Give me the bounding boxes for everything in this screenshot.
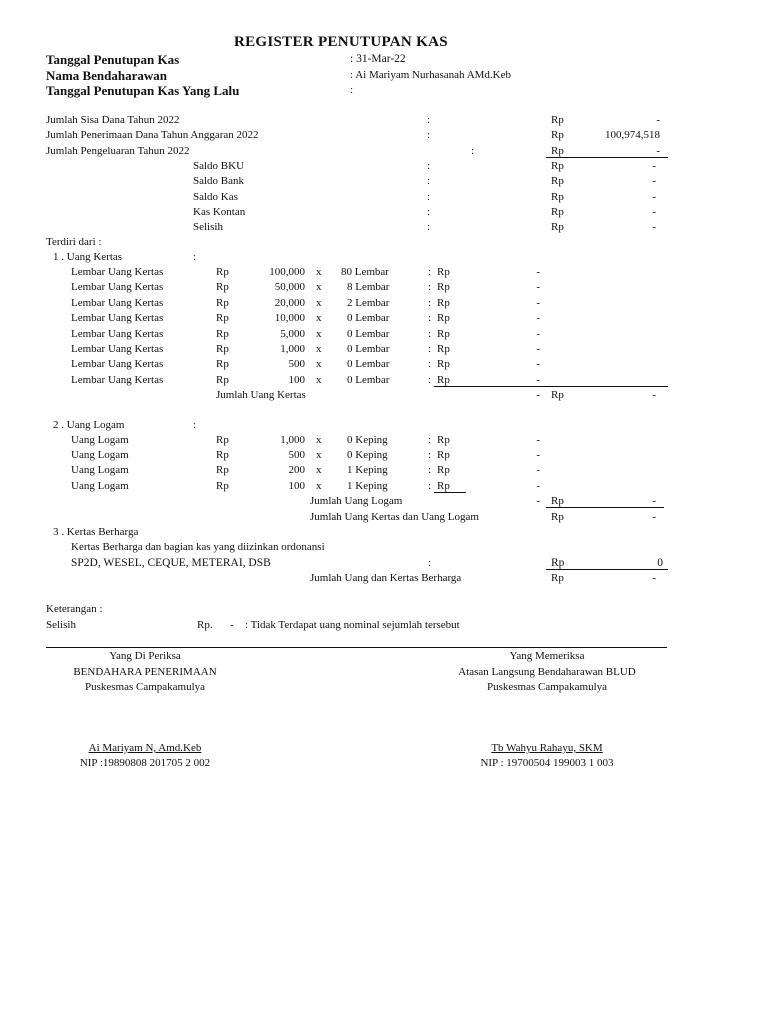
logam-row-colon: : bbox=[428, 449, 432, 461]
logam-row-qty: 1 Keping bbox=[347, 480, 388, 492]
saldo-currency: Rp bbox=[551, 160, 564, 172]
kertas-row-qty: 0 Lembar bbox=[347, 343, 390, 355]
saldo-currency: Rp bbox=[551, 175, 564, 187]
sign-left-position: BENDAHARA PENERIMAAN bbox=[73, 666, 217, 678]
kertas-row-qty: 0 Lembar bbox=[347, 374, 390, 386]
kertas-row-label: Lembar Uang Kertas bbox=[71, 374, 164, 386]
kertas-row-rp: Rp bbox=[216, 312, 229, 324]
logam-row-label: Uang Logam bbox=[71, 464, 129, 476]
kertas-row-total: - bbox=[536, 312, 540, 324]
kertas-berharga-heading: 3 . Kertas Berharga bbox=[53, 526, 139, 538]
sign-right-role: Yang Memeriksa bbox=[509, 650, 585, 662]
logam-row-qty: 0 Keping bbox=[347, 449, 388, 461]
summary-underline bbox=[546, 157, 668, 158]
kertas-row-rp2: Rp bbox=[437, 358, 450, 370]
sign-right-position: Atasan Langsung Bendaharawan BLUD bbox=[458, 666, 636, 678]
saldo-value: - bbox=[652, 175, 656, 187]
kertas-berharga-item-label: SP2D, WESEL, CEQUE, METERAI, DSB bbox=[71, 557, 271, 569]
kertas-row-label: Lembar Uang Kertas bbox=[71, 312, 164, 324]
jumlah-logam-underline bbox=[546, 507, 664, 508]
kertas-row-nominal: 1,000 bbox=[280, 343, 305, 355]
header-value-nama: : Ai Mariyam Nurhasanah AMd.Keb bbox=[350, 69, 511, 81]
kertas-berharga-desc: Kertas Berharga dan bagian kas yang diizinkan ordonansi bbox=[71, 541, 325, 553]
kertas-row-colon: : bbox=[428, 312, 432, 324]
kertas-row-x: x bbox=[316, 328, 322, 340]
jumlah-uang-logam-label: Jumlah Uang Logam bbox=[310, 495, 403, 507]
header-value-tanggal-lalu: : bbox=[350, 84, 354, 96]
kertas-row-rp2: Rp bbox=[437, 328, 450, 340]
saldo-colon: : bbox=[427, 221, 431, 233]
kertas-row-nominal: 100 bbox=[288, 374, 305, 386]
kertas-row-rp2: Rp bbox=[437, 281, 450, 293]
logam-row-qty: 1 Keping bbox=[347, 464, 388, 476]
kertas-berharga-item-colon: : bbox=[428, 557, 432, 569]
kertas-row-nominal: 10,000 bbox=[274, 312, 305, 324]
kertas-row-colon: : bbox=[428, 266, 432, 278]
terdiri-dari-label: Terdiri dari : bbox=[46, 236, 102, 248]
kertas-row-rp2: Rp bbox=[437, 266, 450, 278]
kertas-row-x: x bbox=[316, 343, 322, 355]
kertas-row-rp: Rp bbox=[216, 328, 229, 340]
jumlah-kertas-logam-label: Jumlah Uang Kertas dan Uang Logam bbox=[310, 511, 479, 523]
sign-right-org: Puskesmas Campakamulya bbox=[486, 681, 608, 693]
jumlah-uang-kertas-rp: Rp bbox=[551, 389, 564, 401]
kertas-row-label: Lembar Uang Kertas bbox=[71, 281, 164, 293]
jumlah-uang-kertas-berharga-rp: Rp bbox=[551, 572, 564, 584]
logam-row-total: - bbox=[536, 434, 540, 446]
kertas-row-colon: : bbox=[428, 343, 432, 355]
summary-value: - bbox=[656, 145, 660, 157]
page-title: REGISTER PENUTUPAN KAS bbox=[234, 34, 448, 50]
logam-row-rp2: Rp bbox=[437, 480, 450, 492]
uang-logam-colon: : bbox=[193, 419, 197, 431]
kertas-berharga-item-rp: Rp bbox=[551, 557, 565, 569]
logam-row-rp2: Rp bbox=[437, 434, 450, 446]
kertas-row-nominal: 5,000 bbox=[280, 328, 305, 340]
jumlah-uang-kertas-berharga-value: - bbox=[652, 572, 656, 584]
kertas-row-label: Lembar Uang Kertas bbox=[71, 343, 164, 355]
saldo-label: Saldo Bank bbox=[193, 175, 245, 187]
saldo-colon: : bbox=[427, 206, 431, 218]
logam-row-rp: Rp bbox=[216, 434, 229, 446]
kertas-row-total: - bbox=[536, 297, 540, 309]
kertas-row-qty: 0 Lembar bbox=[347, 358, 390, 370]
kertas-row-x: x bbox=[316, 358, 322, 370]
summary-currency: Rp bbox=[551, 145, 564, 157]
saldo-label: Saldo Kas bbox=[193, 191, 238, 203]
logam-row-x: x bbox=[316, 480, 322, 492]
logam-row-total: - bbox=[536, 464, 540, 476]
logam-row-nominal: 100 bbox=[288, 480, 305, 492]
sign-right-nip: NIP : 19700504 199003 1 003 bbox=[480, 757, 614, 769]
logam-row-total: - bbox=[536, 480, 540, 492]
jumlah-uang-kertas-label: Jumlah Uang Kertas bbox=[216, 389, 306, 401]
uang-logam-heading: 2 . Uang Logam bbox=[53, 419, 125, 431]
saldo-currency: Rp bbox=[551, 191, 564, 203]
summary-currency: Rp bbox=[551, 129, 564, 141]
saldo-value: - bbox=[652, 160, 656, 172]
divider bbox=[46, 647, 667, 648]
kertas-berharga-underline bbox=[546, 569, 668, 570]
logam-row-nominal: 500 bbox=[288, 449, 305, 461]
selisih-label: Selisih bbox=[46, 619, 76, 631]
logam-row-nominal: 1,000 bbox=[280, 434, 305, 446]
saldo-label: Selisih bbox=[193, 221, 223, 233]
logam-row-nominal: 200 bbox=[288, 464, 305, 476]
jumlah-uang-logam-value: - bbox=[652, 495, 656, 507]
saldo-colon: : bbox=[427, 160, 431, 172]
summary-value: 100,974,518 bbox=[605, 129, 660, 141]
sign-left-org: Puskesmas Campakamulya bbox=[84, 681, 206, 693]
header-label-nama: Nama Bendaharawan bbox=[46, 68, 167, 83]
sign-left-name: Ai Mariyam N, Amd.Keb bbox=[88, 742, 202, 754]
header-label-tanggal: Tanggal Penutupan Kas bbox=[46, 52, 180, 67]
saldo-label: Saldo BKU bbox=[193, 160, 245, 172]
logam-row-total: - bbox=[536, 449, 540, 461]
kertas-row-x: x bbox=[316, 312, 322, 324]
logam-row-colon: : bbox=[428, 434, 432, 446]
kertas-row-qty: 2 Lembar bbox=[347, 297, 390, 309]
uang-kertas-colon: : bbox=[193, 251, 197, 263]
summary-label: Jumlah Sisa Dana Tahun 2022 bbox=[46, 114, 180, 126]
selisih-rp: Rp. bbox=[197, 619, 213, 631]
logam-row-rp2: Rp bbox=[437, 449, 450, 461]
kertas-row-total: - bbox=[536, 281, 540, 293]
kertas-row-rp2: Rp bbox=[437, 297, 450, 309]
kertas-row-nominal: 100,000 bbox=[269, 266, 305, 278]
summary-colon: : bbox=[471, 145, 475, 157]
logam-underline bbox=[434, 492, 466, 493]
sign-right-name: Tb Wahyu Rahayu, SKM bbox=[491, 742, 603, 754]
saldo-colon: : bbox=[427, 175, 431, 187]
kertas-row-x: x bbox=[316, 266, 322, 278]
header-value-tanggal: : 31-Mar-22 bbox=[350, 53, 406, 65]
summary-label: Jumlah Penerimaan Dana Tahun Anggaran 2022 bbox=[46, 129, 259, 141]
logam-row-rp2: Rp bbox=[437, 464, 450, 476]
kertas-row-rp: Rp bbox=[216, 374, 229, 386]
kertas-row-label: Lembar Uang Kertas bbox=[71, 297, 164, 309]
jumlah-uang-kertas-value: - bbox=[652, 389, 656, 401]
logam-row-rp: Rp bbox=[216, 464, 229, 476]
kertas-row-total: - bbox=[536, 343, 540, 355]
kertas-underline bbox=[434, 386, 668, 387]
summary-currency: Rp bbox=[551, 114, 564, 126]
saldo-value: - bbox=[652, 191, 656, 203]
kertas-row-rp: Rp bbox=[216, 297, 229, 309]
kertas-row-rp2: Rp bbox=[437, 374, 450, 386]
kertas-row-rp2: Rp bbox=[437, 343, 450, 355]
kertas-row-total: - bbox=[536, 266, 540, 278]
logam-row-rp: Rp bbox=[216, 449, 229, 461]
saldo-currency: Rp bbox=[551, 206, 564, 218]
kertas-row-rp: Rp bbox=[216, 266, 229, 278]
summary-value: - bbox=[656, 114, 660, 126]
summary-label: Jumlah Pengeluaran Tahun 2022 bbox=[46, 145, 190, 157]
saldo-currency: Rp bbox=[551, 221, 564, 233]
jumlah-uang-kertas-dash: - bbox=[536, 389, 540, 401]
jumlah-uang-kertas-berharga-label: Jumlah Uang dan Kertas Berharga bbox=[310, 572, 462, 584]
saldo-colon: : bbox=[427, 191, 431, 203]
summary-colon: : bbox=[427, 129, 431, 141]
kertas-row-nominal: 500 bbox=[288, 358, 305, 370]
saldo-value: - bbox=[652, 221, 656, 233]
summary-colon: : bbox=[427, 114, 431, 126]
kertas-row-rp: Rp bbox=[216, 343, 229, 355]
logam-row-colon: : bbox=[428, 480, 432, 492]
kertas-row-total: - bbox=[536, 374, 540, 386]
logam-row-x: x bbox=[316, 464, 322, 476]
kertas-row-label: Lembar Uang Kertas bbox=[71, 328, 164, 340]
sign-left-role: Yang Di Periksa bbox=[109, 650, 181, 662]
logam-row-colon: : bbox=[428, 464, 432, 476]
logam-row-label: Uang Logam bbox=[71, 480, 129, 492]
uang-kertas-heading: 1 . Uang Kertas bbox=[53, 251, 123, 263]
kertas-row-rp: Rp bbox=[216, 358, 229, 370]
kertas-row-label: Lembar Uang Kertas bbox=[71, 266, 164, 278]
header-label-tanggal-lalu: Tanggal Penutupan Kas Yang Lalu bbox=[46, 83, 240, 98]
kertas-row-nominal: 20,000 bbox=[274, 297, 305, 309]
kertas-row-colon: : bbox=[428, 281, 432, 293]
jumlah-kertas-logam-rp: Rp bbox=[551, 511, 564, 523]
kertas-row-x: x bbox=[316, 374, 322, 386]
logam-row-x: x bbox=[316, 434, 322, 446]
keterangan-label: Keterangan : bbox=[46, 603, 103, 615]
kertas-row-colon: : bbox=[428, 297, 432, 309]
kertas-row-x: x bbox=[316, 281, 322, 293]
kertas-row-x: x bbox=[316, 297, 322, 309]
kertas-row-nominal: 50,000 bbox=[274, 281, 305, 293]
saldo-value: - bbox=[652, 206, 656, 218]
selisih-dash: - bbox=[230, 619, 234, 631]
kertas-berharga-item-value: 0 bbox=[657, 557, 663, 569]
jumlah-uang-logam-dash: - bbox=[536, 495, 540, 507]
kertas-row-colon: : bbox=[428, 358, 432, 370]
logam-row-label: Uang Logam bbox=[71, 449, 129, 461]
kertas-row-qty: 8 Lembar bbox=[347, 281, 390, 293]
kertas-row-total: - bbox=[536, 358, 540, 370]
kertas-row-colon: : bbox=[428, 374, 432, 386]
kertas-row-label: Lembar Uang Kertas bbox=[71, 358, 164, 370]
kertas-row-colon: : bbox=[428, 328, 432, 340]
logam-row-x: x bbox=[316, 449, 322, 461]
kertas-row-rp2: Rp bbox=[437, 312, 450, 324]
kertas-row-rp: Rp bbox=[216, 281, 229, 293]
jumlah-uang-logam-rp: Rp bbox=[551, 495, 564, 507]
sign-left-nip: NIP :19890808 201705 2 002 bbox=[79, 757, 211, 769]
logam-row-label: Uang Logam bbox=[71, 434, 129, 446]
saldo-label: Kas Kontan bbox=[193, 206, 246, 218]
kertas-row-qty: 80 Lembar bbox=[341, 266, 389, 278]
jumlah-kertas-logam-value: - bbox=[652, 511, 656, 523]
selisih-note: : Tidak Terdapat uang nominal sejumlah tersebut bbox=[245, 619, 460, 631]
kertas-row-qty: 0 Lembar bbox=[347, 312, 390, 324]
kertas-row-qty: 0 Lembar bbox=[347, 328, 390, 340]
logam-row-rp: Rp bbox=[216, 480, 229, 492]
logam-row-qty: 0 Keping bbox=[347, 434, 388, 446]
kertas-row-total: - bbox=[536, 328, 540, 340]
